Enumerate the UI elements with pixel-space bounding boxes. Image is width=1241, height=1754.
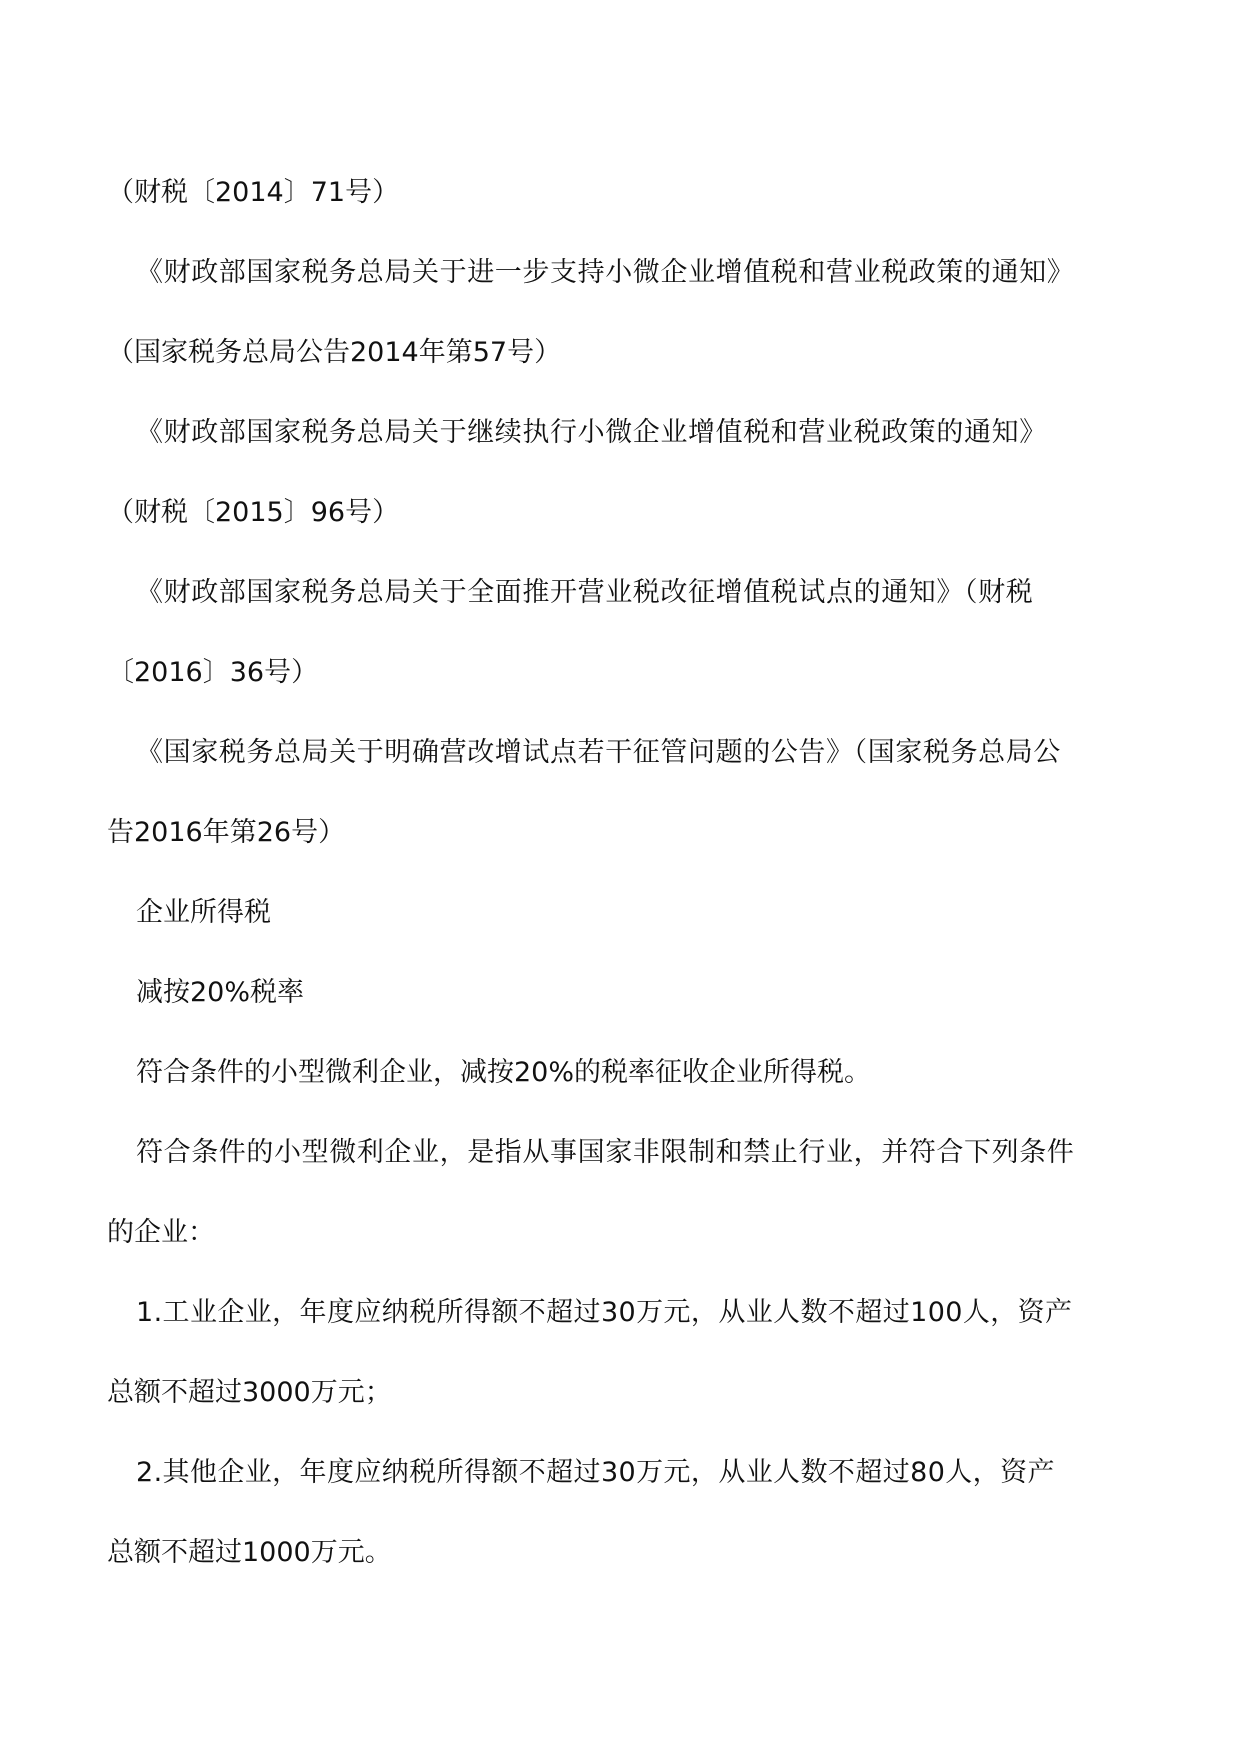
text-line: 总额不超过1000万元。 — [107, 1537, 392, 1568]
text-line: 《国家税务总局关于明确营改增试点若干征管问题的公告》（国家税务总局公 — [136, 737, 1061, 768]
text-line: 《财政部国家税务总局关于全面推开营业税改征增值税试点的通知》（财税 — [136, 577, 1034, 608]
text-line: 符合条件的小型微利企业，减按20%的税率征收企业所得税。 — [136, 1057, 872, 1088]
list-item: 2.其他企业，年度应纳税所得额不超过30万元，从业人数不超过80人，资产 — [136, 1457, 1055, 1488]
text-line: （财税〔2015〕96号） — [107, 497, 400, 528]
text-line: 《财政部国家税务总局关于进一步支持小微企业增值税和营业税政策的通知》 — [136, 257, 1075, 288]
text-line: 的企业： — [107, 1217, 215, 1248]
subsection-heading: 减按20%税率 — [136, 977, 305, 1008]
text-line: 符合条件的小型微利企业，是指从事国家非限制和禁止行业，并符合下列条件 — [136, 1137, 1075, 1168]
text-line: （财税〔2014〕71号） — [107, 177, 400, 208]
text-line: （国家税务总局公告2014年第57号） — [107, 337, 562, 368]
text-line: 总额不超过3000万元； — [107, 1377, 392, 1408]
list-item: 1.工业企业，年度应纳税所得额不超过30万元，从业人数不超过100人，资产 — [136, 1297, 1073, 1328]
section-heading: 企业所得税 — [136, 897, 271, 928]
text-line: 《财政部国家税务总局关于继续执行小微企业增值税和营业税政策的通知》 — [136, 417, 1047, 448]
text-line: 告2016年第26号） — [107, 817, 346, 848]
text-line: 〔2016〕36号） — [107, 657, 319, 688]
